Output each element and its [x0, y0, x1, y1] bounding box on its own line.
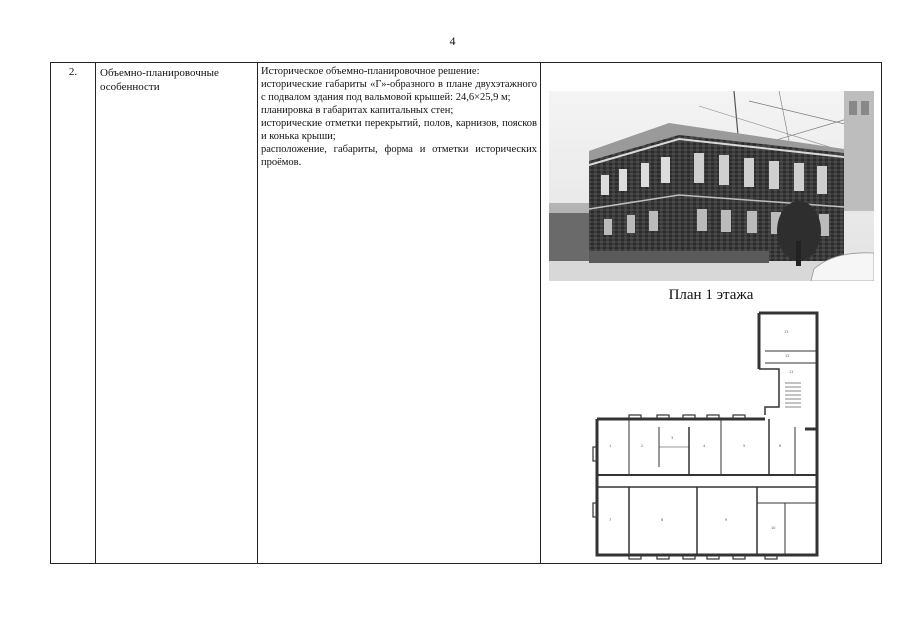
- svg-text:7: 7: [609, 518, 612, 522]
- page-number: 4: [449, 34, 456, 48]
- row-description: [258, 63, 541, 564]
- floor-plan-drawing: [589, 307, 829, 561]
- svg-text:11: 11: [789, 370, 794, 374]
- svg-text:10: 10: [771, 526, 776, 530]
- svg-text:3: 3: [671, 436, 674, 440]
- row-number: 2.: [51, 63, 96, 564]
- description-table: [50, 62, 882, 564]
- svg-text:5: 5: [743, 444, 746, 448]
- svg-text:1: 1: [609, 444, 612, 448]
- svg-text:9: 9: [725, 518, 728, 522]
- svg-text:6: 6: [779, 444, 782, 448]
- row-title: Объемно-планировочные особенности: [96, 63, 258, 564]
- illustration-cell: [541, 63, 882, 564]
- description-item: исторические отметки перекрытий, полов, карнизов, поясков и конька крыши;: [261, 118, 537, 142]
- table-row: [51, 63, 882, 564]
- description-item: планировка в габаритах капитальных стен;: [261, 105, 454, 116]
- description-item: расположение, габариты, форма и отметки исторических проёмов.: [261, 144, 537, 168]
- svg-text:8: 8: [661, 518, 664, 522]
- svg-text:2: 2: [641, 444, 644, 448]
- plan-title: План 1 этажа: [668, 287, 754, 303]
- description-heading: Историческое объемно-планировочное решение:: [261, 66, 480, 77]
- building-photo: [549, 91, 874, 281]
- svg-text:13: 13: [784, 330, 789, 334]
- svg-text:12: 12: [785, 354, 790, 358]
- svg-text:4: 4: [703, 444, 706, 448]
- description-item: исторические габариты «Г»-образного в плане двухэтажного с подвалом здания под вальмовой крышей: 24,6×25,9 м;: [261, 79, 537, 103]
